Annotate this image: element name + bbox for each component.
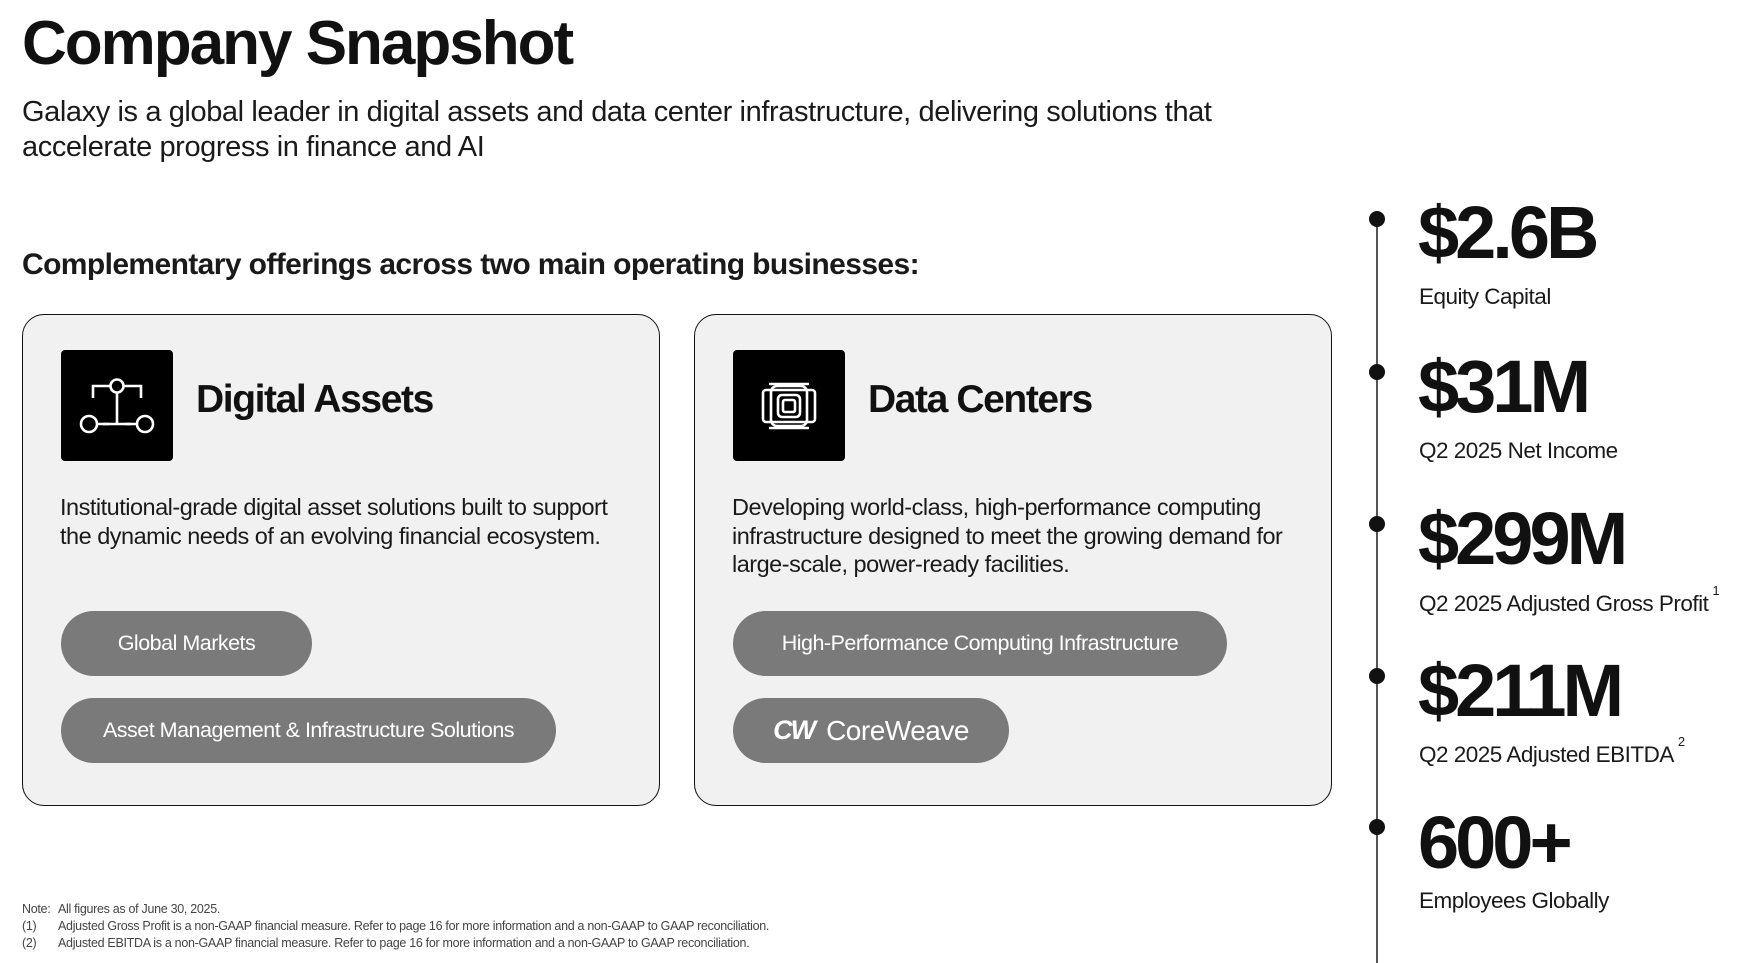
footnote-marker: (2)	[22, 936, 37, 950]
net-income-value: $31M	[1418, 345, 1588, 428]
employees-value: 600+	[1418, 801, 1569, 884]
footnote-row	[22, 918, 769, 935]
data-centers-description: Developing world-class, high-performance computing infrastructure designed to meet the growing demand for large-scale, power-ready facilities.	[732, 494, 1283, 577]
global-markets-tag: Global Markets	[61, 611, 312, 676]
footnote-text: Adjusted EBITDA is a non-GAAP financial measure. Refer to page 16 for more information and a non-GAAP to GAAP reconciliation.	[58, 936, 750, 950]
footnote-marker: (1)	[22, 919, 37, 933]
footnote-text: Adjusted Gross Profit is a non-GAAP financial measure. Refer to page 16 for more information and a non-GAAP to GAAP reconciliation.	[58, 919, 770, 933]
data-centers-card	[694, 314, 1332, 806]
timeline-line	[1376, 218, 1378, 963]
digital-assets-card	[22, 314, 660, 806]
page-subtitle: Galaxy is a global leader in digital assets and data center infrastructure, delivering solutions that accelerate progress in finance and AI	[22, 96, 1212, 163]
adjusted-ebitda-label	[1419, 734, 1685, 768]
footnote-marker-1: 1	[1712, 583, 1720, 598]
note-marker: Note:	[22, 902, 51, 916]
timeline-dot	[1369, 819, 1385, 835]
equity-capital-label: Equity Capital	[1419, 284, 1551, 309]
timeline-dot	[1369, 211, 1385, 227]
coreweave-logo-text: CoreWeave	[826, 714, 969, 746]
server-chip-icon	[733, 350, 845, 461]
net-income-label: Q2 2025 Net Income	[1419, 438, 1618, 463]
adjusted-gross-profit-label-text: Q2 2025 Adjusted Gross Profit	[1419, 591, 1709, 616]
timeline-dot	[1369, 364, 1385, 380]
coreweave-logo-tag	[733, 698, 1009, 763]
note-row	[22, 901, 769, 918]
timeline-dot	[1369, 668, 1385, 684]
adjusted-ebitda-label-text: Q2 2025 Adjusted EBITDA	[1419, 742, 1674, 767]
note-text: All figures as of June 30, 2025.	[58, 902, 221, 916]
equity-capital-value: $2.6B	[1418, 191, 1596, 274]
coreweave-logo-icon: CW	[773, 715, 815, 745]
digital-assets-description: Institutional-grade digital asset solutions built to support the dynamic needs of an evolving financial ecosystem.	[60, 494, 608, 549]
footnote-marker-2: 2	[1677, 734, 1685, 749]
adjusted-ebitda-value: $211M	[1418, 649, 1621, 732]
timeline-dot	[1369, 516, 1385, 532]
footnote-row	[22, 935, 769, 952]
adjusted-gross-profit-value: $299M	[1418, 497, 1625, 580]
hpc-infrastructure-tag: High-Performance Computing Infrastructure	[733, 611, 1227, 676]
page-title: Company Snapshot	[22, 9, 573, 78]
data-centers-title: Data Centers	[868, 378, 1092, 421]
asset-management-tag: Asset Management & Infrastructure Solutions	[61, 698, 556, 763]
employees-label: Employees Globally	[1419, 888, 1609, 913]
digital-assets-title: Digital Assets	[196, 378, 433, 421]
footnotes	[22, 901, 769, 952]
network-nodes-icon	[61, 350, 173, 461]
section-heading: Complementary offerings across two main operating businesses:	[22, 248, 919, 281]
adjusted-gross-profit-label	[1419, 583, 1720, 617]
